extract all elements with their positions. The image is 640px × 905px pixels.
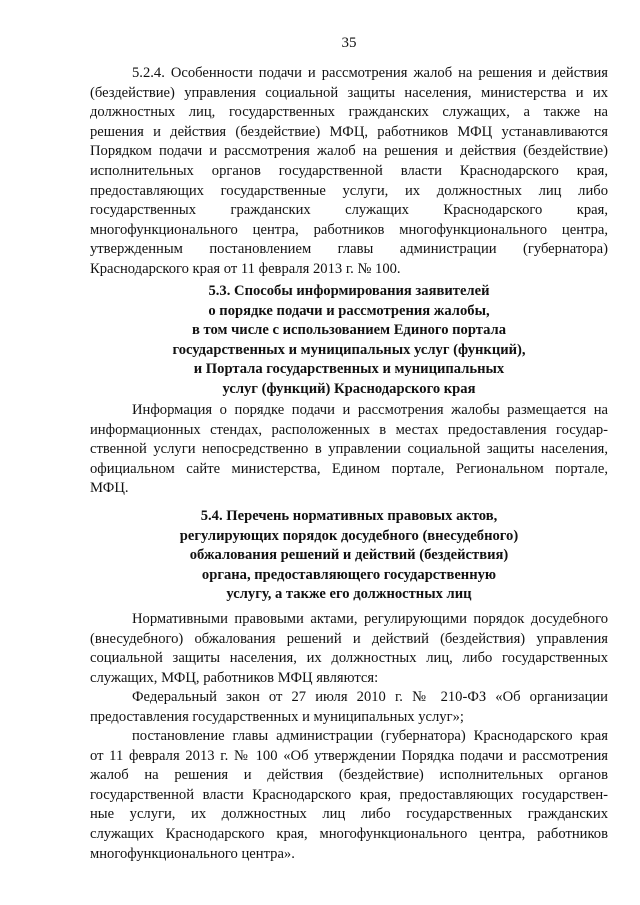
paragraph-line: государственной власти Краснодарского края, предоставляющих государствен- [90,786,608,803]
paragraph-line: служащих Краснодарского края, многофункционального центра, работников [90,825,608,842]
heading-line: органа, предоставляющего государственную [201,566,497,583]
paragraph-line: исполнительных органов государственной власти Краснодарского края, [90,162,608,179]
paragraph-line: 5.2.4. Особенности подачи и рассмотрения жалоб на решения и действия [132,65,608,81]
paragraph-line: (бездействие) управления социальной защиты населения, министерства и их [90,84,608,101]
heading-line: обжалования решений и действий (бездействия) [189,547,509,564]
paragraph-line: постановление главы администрации (губернатора) Краснодарского края [132,728,608,744]
paragraph-line: решения и действия (бездействие) МФЦ, работников МФЦ устанавливаются [90,123,608,140]
document-page [90,0,608,905]
paragraph-line: Информация о порядке подачи и рассмотрения жалобы размещается на [132,402,608,418]
paragraph-line: многофункционального центра». [90,845,295,862]
heading-line: услугу, а также его должностных лиц [226,586,472,603]
paragraph-line: Краснодарского края от 11 февраля 2013 г. № 100. [90,260,401,277]
heading-line: услуг (функций) Краснодарского края [222,380,476,397]
paragraph-line: ственной услуги непосредственно в управлении социальной защиты населения, [90,441,608,458]
paragraph-line: Порядком подачи и рассмотрения жалоб на решения и действия (бездействие) [90,143,608,160]
paragraph-line: Федеральный закон от 27 июля 2010 г. № 210-ФЗ «Об организации [132,689,608,705]
paragraph-line: информационных стендах, расположенных в местах предоставления государ- [90,421,608,438]
paragraph-5-2-4 [90,64,608,280]
paragraph-line: официальном сайте министерства, Едином портале, Региональном портале, [90,460,608,477]
paragraph-line: МФЦ. [90,480,129,497]
heading-line: 5.3. Способы информирования заявителей [208,283,490,299]
paragraph-governor-decree [90,727,608,864]
paragraph-5-3 [90,401,608,499]
paragraph-line: утвержденным постановлением главы администрации (губернатора) [90,241,608,258]
heading-line: регулирующих порядок досудебного (внесудебного) [179,527,519,544]
heading-line: и Портала государственных и муниципальных [193,361,505,378]
paragraph-5-4-intro [90,610,608,688]
paragraph-line: предоставляющих государственные услуги, их должностных лиц либо [90,182,608,199]
paragraph-line: жалоб на решения и действия (бездействие) исполнительных органов [90,767,608,784]
paragraph-line: должностных лиц, государственных гражданских служащих, а также на [90,104,608,121]
paragraph-line: (внесудебного) обжалования решений и действий (бездействия) управления [90,630,608,647]
paragraph-line: Нормативными правовыми актами, регулирующими порядок досудебного [132,611,608,627]
section-heading-5-4 [90,507,608,605]
paragraph-federal-law [90,688,608,727]
paragraph-line: от 11 февраля 2013 г. № 100 «Об утверждении Порядка подачи и рассмотрения [90,747,608,764]
paragraph-line: ные услуги, их должностных лиц либо государственных гражданских [90,806,608,823]
paragraph-line: социальной защиты населения, их должностных лиц, либо государственных [90,650,608,667]
heading-line: государственных и муниципальных услуг (функций), [172,341,526,358]
paragraph-line: служащих, МФЦ, работников МФЦ являются: [90,669,379,686]
section-heading-5-3 [90,282,608,400]
heading-line: о порядке подачи и рассмотрения жалобы, [208,302,490,319]
paragraph-line: многофункционального центра, работников многофункционального центра, [90,221,608,238]
page-number: 35 [341,35,357,51]
paragraph-line: предоставления государственных и муниципальных услуг»; [90,708,464,725]
paragraph-line: государственных гражданских служащих Краснодарского края, [90,202,608,219]
heading-line: 5.4. Перечень нормативных правовых актов, [200,508,498,524]
heading-line: в том числе с использованием Единого портала [191,322,507,339]
